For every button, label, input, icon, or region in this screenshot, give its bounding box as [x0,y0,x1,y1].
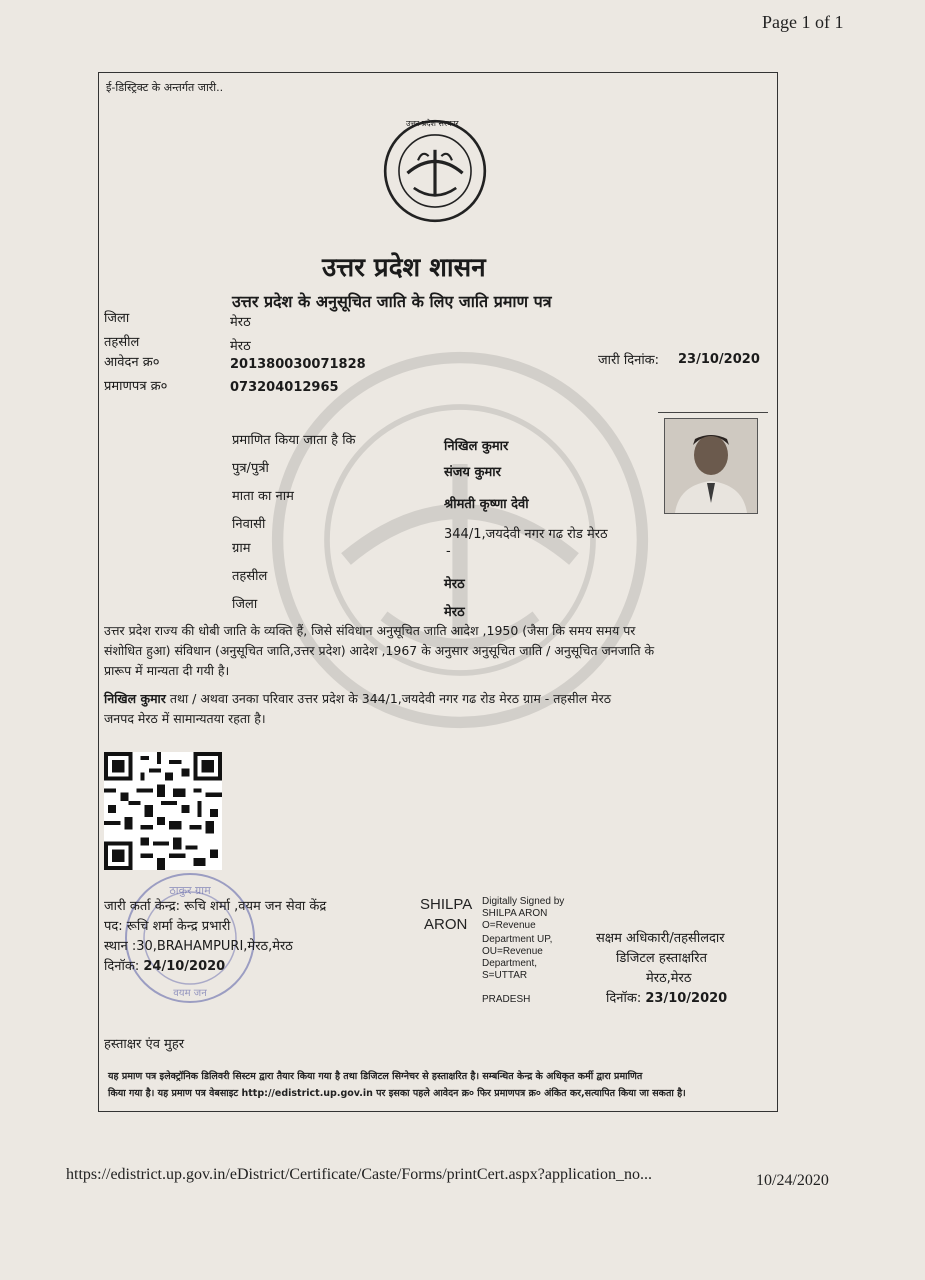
authority-signed: डिजिटल हस्ताक्षरित [616,951,707,966]
details-district-value: मेरठ [444,605,465,620]
application-label: आवेदन क्र० [104,355,160,370]
sign-detail-2: SHILPA ARON [482,908,548,919]
village-label: ग्राम [232,541,251,556]
certificate-number-label: प्रमाणपत्र क्र० [104,379,168,394]
authority-place: मेरठ,मेरठ [646,971,692,986]
issuer-date-label: दिनॉक: [104,959,140,974]
page-indicator: Page 1 of 1 [762,12,844,32]
details-tehsil-label: तहसील [232,569,268,584]
applicant-photo [664,418,758,514]
print-url: https://edistrict.up.gov.in/eDistrict/Certificate/Caste/Forms/printCert.aspx?application_no... [66,1166,652,1183]
government-heading: उत्तर प्रदेश शासन [322,253,486,283]
sign-detail-6: Department, [482,958,538,969]
issuer-date-value: 24/10/2020 [143,959,226,974]
footer-note-line-1: यह प्रमाण पत्र इलेक्ट्रॉनिक डिलिवरी सिस्टम द्वारा तैयार किया गया है तथा डिजिटल सिग्नेचर से हस्ताक्षरित है। सम्बन्धित केन्द्र के अधिकृत कर्मी द्वारा प्रमाणित [108,1071,643,1082]
holder-name: निखिल कुमार [444,439,509,454]
district-label: जिला [104,311,130,326]
emblem-text: उत्तर प्रदेश सरकार [406,119,459,128]
sign-detail-8: PRADESH [482,994,531,1005]
photo-top-rule [658,412,768,413]
parent-value: संजय कुमार [444,465,501,480]
details-district-label: जिला [232,597,258,612]
issue-date-value: 23/10/2020 [678,352,760,367]
issuer-post: पद: रूचि शर्मा केन्द्र प्रभारी [104,919,231,934]
footer-note-line-2: किया गया है। यह प्रमाण पत्र वेबसाइट http://edistrict.up.gov.in पर इसका पहले आवेदन क्र० फिर प्रमाणपत्र क्र० अंकित कर,सत्यापित किया जा सकता है। [108,1088,686,1099]
details-tehsil-value: मेरठ [444,577,465,592]
sign-detail-3: O=Revenue [482,920,536,931]
signer-name-line-2: ARON [424,916,468,933]
sign-detail-4: Department UP, [482,934,553,945]
issuer-date [104,956,225,974]
parent-label: पुत्र/पुत्री [232,461,269,476]
certificate-number-value: 073204012965 [230,380,339,395]
authority-date [606,988,727,1006]
qr-code-icon [104,752,222,870]
sign-detail-7: S=UTTAR [482,970,528,981]
caste-statement-line-3: प्रारूप में मान्यता दी गयी है। [104,663,230,678]
print-date: 10/24/2020 [756,1172,829,1189]
residence-statement-line-1 [104,688,768,710]
issuer-place: स्थान :30,BRAHAMPURI,मेरठ,मेरठ [104,939,293,954]
sign-detail-1: Digitally Signed by [482,896,565,907]
village-value: - [446,544,451,559]
mother-value: श्रीमती कृष्णा देवी [444,497,529,512]
stamp-bottom-text: वयम जन [173,988,207,999]
caste-statement-line-2: संशोधित हुआ) संविधान (अनुसूचित जाति,उत्तर प्रदेश) आदेश ,1967 के अनुसार अनुसूचित जाति / अनुसूचित जनजाति के [104,643,655,658]
caste-statement-line-1: उत्तर प्रदेश राज्य की धोबी जाति के व्यक्ति हैं, जिसे संविधान अनुसूचित जाति आदेश ,1950 (जैसा कि समय समय पर [104,623,636,638]
tehsil-label: तहसील [104,335,140,350]
person-photo-icon [665,419,757,513]
certified-label: प्रमाणित किया जाता है कि [232,433,356,448]
footer-note [108,1068,768,1102]
tehsil-value: मेरठ [230,339,251,354]
resident-label: निवासी [232,517,266,532]
residence-holder-name: निखिल कुमार [104,691,166,706]
residence-statement-line-2: जनपद मेरठ में सामान्यतया रहता है। [104,711,266,726]
authority-title: सक्षम अधिकारी/तहसीलदार [596,931,725,946]
sign-detail-5: OU=Revenue [482,946,543,957]
mother-label: माता का नाम [232,489,294,504]
certificate-title: उत्तर प्रदेश के अनुसूचित जाति के लिए जाति प्रमाण पत्र [232,292,552,311]
signature-seal-label: हस्ताक्षर एंव मुहर [104,1037,185,1052]
application-value: 201380030071828 [230,357,366,372]
issued-under-text: ई-डिस्ट्रिक्ट के अन्तर्गत जारी.. [106,81,224,94]
stamp-top-text: ठाकुर ग्राम [169,884,211,897]
authority-date-value: 23/10/2020 [645,991,728,1006]
authority-date-label: दिनॉक: [606,991,642,1006]
district-value: मेरठ [230,315,251,330]
issuer-center: जारी कर्ता केन्द्र: रूचि शर्मा ,वयम जन सेवा केंद्र [104,899,327,914]
issue-date-label: जारी दिनांक: [598,353,660,368]
residence-statement-text: तथा / अथवा उनका परिवार उत्तर प्रदेश के 344/1,जयदेवी नगर गढ रोड मेरठ ग्राम - तहसील मेरठ [165,691,611,706]
signer-name-line-1: SHILPA [420,896,473,913]
resident-value: 344/1,जयदेवी नगर गढ रोड मेरठ [444,527,608,542]
up-government-emblem-icon [382,118,488,224]
